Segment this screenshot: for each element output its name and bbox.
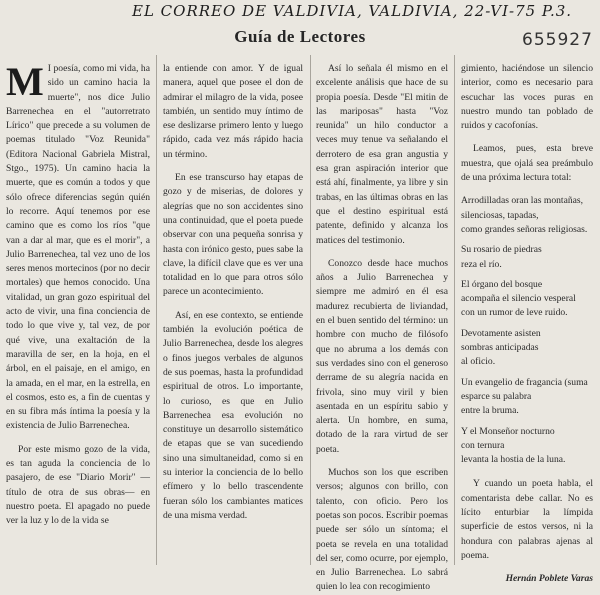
article-column-4: [461, 62, 593, 585]
column-rule: [310, 55, 311, 565]
article-column-2: [163, 62, 303, 572]
paragraph: Y cuando un poeta habla, el comentarista debe callar. No es lícito enturbiar la límpida superficie de estos versos, ni la hondura con palabras ajenas al poema.: [461, 478, 593, 561]
poem-line: acompaña el silencio vesperal: [461, 293, 576, 305]
article-column-1: [6, 59, 150, 572]
paragraph: Por este mismo gozo de la vida, es tan aguda la conciencia de lo pasajero, de ese "Diario Morir" —título de otra de sus obras— en nuestro poeta. El apagado no puede ver la luz y lo de la vida se: [6, 443, 150, 527]
poem-line: silenciosas, tapadas,: [461, 209, 539, 221]
paragraph: M I poesía, como mi vida, ha sido un camino hacia la muerte", nos dice Julio Barrenechea en el "autorretrato Lírico" que precede a su volumen de poemas titulado "Voz Reunida" (Editora Nacional Gabriela Mistral, Stgo., 1975). Un camino hacia la muerte, que es común a todos y que sólo ofrece diferencias según quién lo recorre. Aquí tenemos por ese camino que es como los ríos "que van a dar al mar, que es el morir", a Julio Barrenechea, tal vez uno de los seres menos mortecinos (por no decir mortales) que hemos conocido. Una vitalidad, un gran gozo espiritual del acto de vivir, una fina conciencia de todo lo que vive y, tal vez, de por qué vive, una exaltación de la maravilla de ser, en la hoja, en el árbol, en el paisaje, en el amigo, en la amada, en el mar, en la estrella, en el cosmos, esto es, a fin de cuentas y en su fibra más íntima la poesía y la existencia de Julio Barrenechea.: [6, 59, 150, 432]
paragraph: Así lo señala él mismo en el excelente análisis que hace de su propia poesía. Desde "El mitin de las mariposas" hasta "Voz reunida" un hilo conductor a veces muy tenue va señalando el derrotero de esa gran angustia y esa gran aspiración interior que está ahí, finalmente, ya libre y sin trabas, en las últimas obras en las que el destino espiritual está patente, definido y alcanza los matices del testimonio.: [316, 63, 448, 246]
paragraph: Conozco desde hace muchos años a Julio Barrenechea y siempre me admiró en él esa madurez recubierta de liviandad, en el buen sentido del término: un hombre con mucho de filósofo que no abruma a los demás con sus verdades sino con el generoso derrame de su alegría nacida en frivola, sino muy viril y bien asentada en un espíritu sabio y alerta. Un hombre, en suma, dotado de la rara virtud de ser poeta.: [316, 257, 448, 455]
poem-line: Devotamente asisten: [461, 327, 541, 339]
poem: [461, 194, 593, 467]
poem-line: Un evangelio de fragancia (suma: [461, 376, 588, 388]
archive-number: 655927: [522, 30, 593, 50]
drop-cap: M: [6, 59, 44, 104]
poem-line: con un rumor de leve ruido.: [461, 307, 568, 319]
paragraph: En ese transcurso hay etapas de gozo y de miserias, de dolores y alegrías que no son accidentes sino una continuidad, que el poeta puede observar con una pequeña sonrisa y hasta con irónico gesto, pues sabe la clave, la difícil clave que es ver una totalidad en lo que para otros sólo parece un acontecimiento.: [163, 172, 303, 298]
column-rule: [454, 55, 455, 565]
paragraph: la entiende con amor. Y de igual manera, aquel que posee el don de admirar el milagro de la vida, posee también, un sentido muy íntimo de ese deslizarse primero lento y luego rápido, cada vez más rápido hacia un término.: [163, 63, 303, 160]
article-title: Guía de Lectores: [234, 27, 366, 46]
poem-line: como grandes señoras religiosas.: [461, 223, 588, 235]
poem-line: Su rosario de piedras: [461, 244, 542, 256]
poem-line: al oficio.: [461, 356, 496, 368]
paragraph: Muchos son los que escriben versos; algunos con brillo, con talento, con oficio. Pero los poetas son pocos. Escribir poemas puede ser sólo un síntoma; el poeta se revela en una totalidad del ser, como ocurre, por ejemplo, en Julio Barrenechea. Lo sabrá quien lo lea con recogimiento: [316, 467, 448, 593]
poem-line: entre la bruma.: [461, 405, 519, 417]
poem-line: El órgano del bosque: [461, 278, 543, 290]
poem-line: reza el río.: [461, 258, 502, 270]
paragraph: Leamos, pues, esta breve muestra, que ojalá sea preámbulo de una próxima lectura total:: [461, 143, 593, 184]
article-column-3: [316, 62, 448, 593]
column-rule: [156, 55, 157, 565]
paragraph: Así, en ese contexto, se entiende también la evolución poética de Julio Barrenechea, desde los alegres o finos juegos verbales de algunos de sus poemas, hasta la profundidad espiritual de otros. Lo importante, lo curioso, es que en Julio Barrenechea esa evolución no constituye un desarrollo sistemático de etapas que se van sucediendo sino una simultaneidad, como si en su interior la conciencia de lo bello efímero y lo bello trascendente fueran sólo los cambiantes matices de una misma verdad.: [163, 309, 303, 521]
poem-line: con ternura: [461, 439, 505, 451]
poem-line: esparce su palabra: [461, 390, 532, 402]
handwritten-source-note: EL CORREO DE VALDIVIA, VALDIVIA, 22-VI-75 P.3.: [132, 2, 573, 20]
poem-line: Y el Monseñor nocturno: [461, 425, 555, 437]
author-signature: Hernán Poblete Varas: [505, 573, 593, 585]
paragraph: gimiento, haciéndose un silencio interior, como es necesario para escuchar las voces puras en nuestro mundo tan poblado de ruidos y cacofonías.: [461, 63, 593, 132]
poem-line: levanta la hostia de la luna.: [461, 454, 566, 466]
poem-line: Arrodilladas oran las montañas,: [461, 195, 584, 207]
poem-line: sombras anticipadas: [461, 342, 539, 354]
